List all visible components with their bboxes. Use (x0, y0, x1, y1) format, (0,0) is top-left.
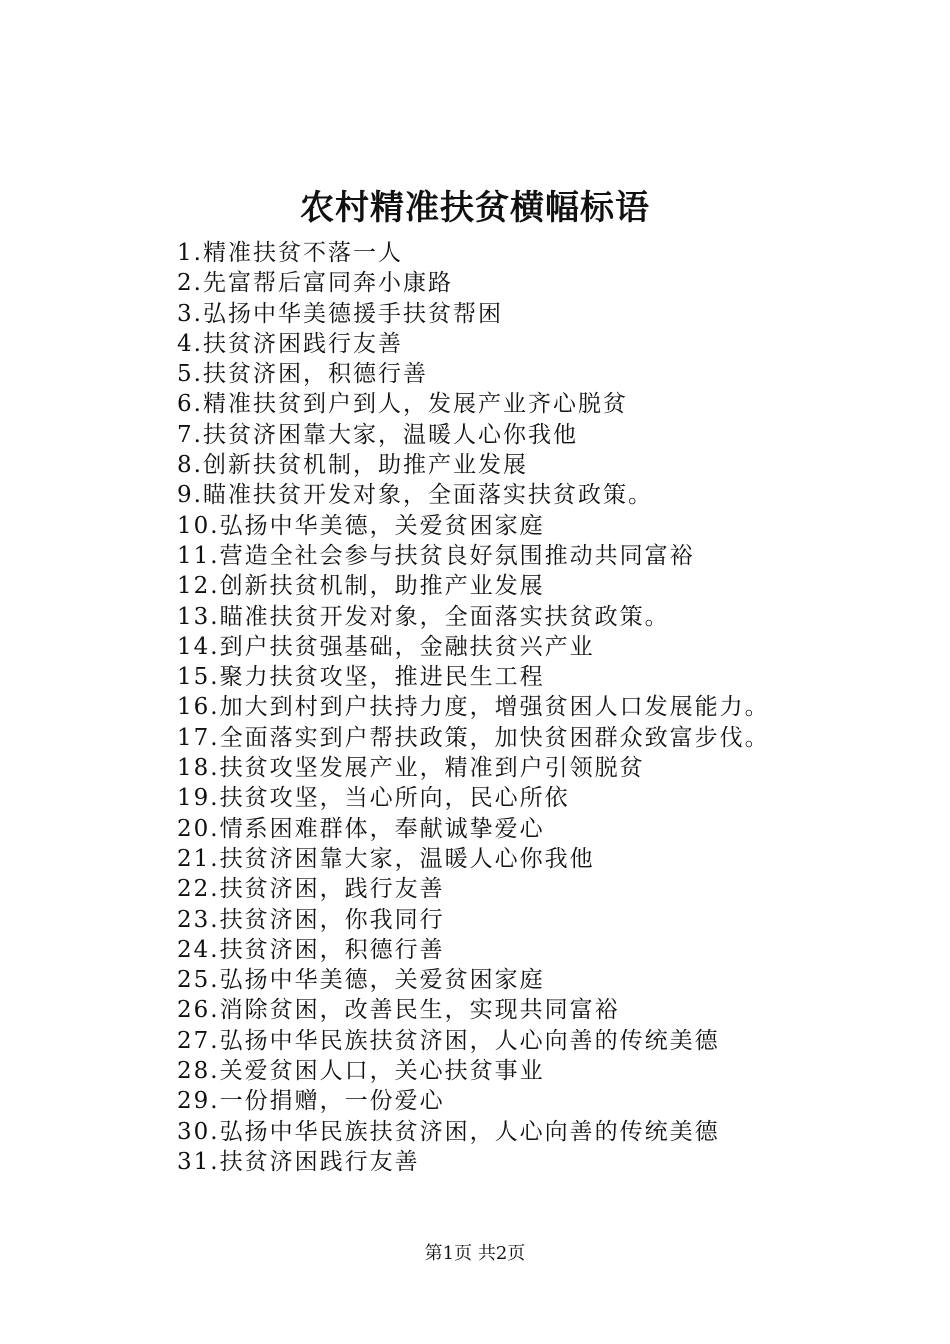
list-item: 14.到户扶贫强基础，金融扶贫兴产业 (177, 633, 595, 660)
list-item: 18.扶贫攻坚发展产业，精准到户引领脱贫 (177, 755, 645, 782)
list-item: 22.扶贫济困，践行友善 (177, 876, 445, 903)
list-item: 12.创新扶贫机制，助推产业发展 (177, 573, 545, 600)
list-item: 28.关爱贫困人口，关心扶贫事业 (177, 1058, 545, 1085)
list-item: 8.创新扶贫机制，助推产业发展 (177, 452, 528, 479)
list-item: 27.弘扬中华民族扶贫济困，人心向善的传统美德 (177, 1027, 720, 1054)
page-footer: 第1页 共2页 (424, 1243, 526, 1264)
list-item: 31.扶贫济困践行友善 (177, 1148, 420, 1175)
list-item: 26.消除贫困，改善民生，实现共同富裕 (177, 997, 620, 1024)
list-item: 2.先富帮后富同奔小康路 (177, 270, 453, 297)
list-item: 20.情系困难群体，奉献诚挚爱心 (177, 815, 545, 842)
page-title: 农村精准扶贫横幅标语 (300, 188, 650, 228)
list-item: 15.聚力扶贫攻坚，推进民生工程 (177, 664, 545, 691)
list-item: 5.扶贫济困，积德行善 (177, 361, 428, 388)
list-item: 13.瞄准扶贫开发对象，全面落实扶贫政策。 (177, 603, 670, 630)
list-item: 7.扶贫济困靠大家，温暖人心你我他 (177, 421, 578, 448)
list-item: 21.扶贫济困靠大家，温暖人心你我他 (177, 845, 595, 872)
list-item: 19.扶贫攻坚，当心所向，民心所依 (177, 785, 570, 812)
list-item: 6.精准扶贫到户到人，发展产业齐心脱贫 (177, 391, 628, 418)
list-item: 4.扶贫济困践行友善 (177, 330, 403, 357)
list-item: 30.弘扬中华民族扶贫济困，人心向善的传统美德 (177, 1118, 720, 1145)
list-item: 11.营造全社会参与扶贫良好氛围推动共同富裕 (177, 542, 695, 569)
list-item: 17.全面落实到户帮扶政策，加快贫困群众致富步伐。 (177, 724, 770, 751)
list-item: 24.扶贫济困，积德行善 (177, 936, 445, 963)
list-item: 9.瞄准扶贫开发对象，全面落实扶贫政策。 (177, 482, 653, 509)
list-item: 1.精准扶贫不落一人 (177, 240, 403, 266)
list-item: 23.扶贫济困，你我同行 (177, 906, 445, 933)
list-item: 29.一份捐赠，一份爱心 (177, 1088, 445, 1115)
list-item: 25.弘扬中华美德，关爱贫困家庭 (177, 967, 545, 994)
list-item: 16.加大到村到户扶持力度，增强贫困人口发展能力。 (177, 694, 770, 721)
list-item: 3.弘扬中华美德援手扶贫帮困 (177, 300, 503, 327)
slogan-list (177, 238, 770, 1177)
list-item: 10.弘扬中华美德，关爱贫困家庭 (177, 512, 545, 539)
